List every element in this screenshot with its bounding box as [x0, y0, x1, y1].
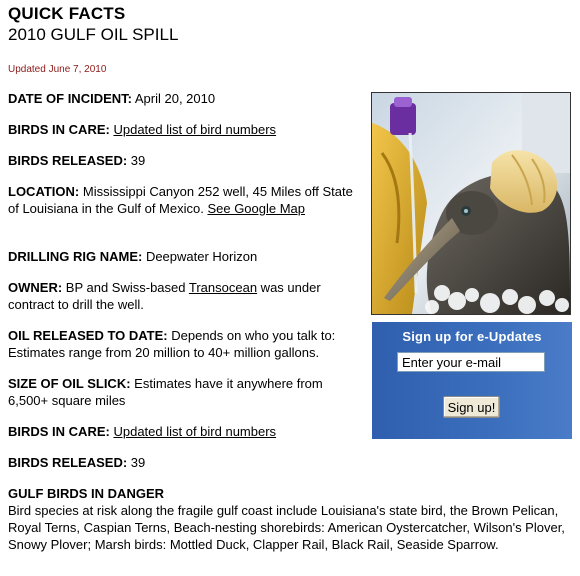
- fact-value: Bird species at risk along the fragile gulf coast include Louisiana's state bird, the Brown Pelican, Royal Terns, Caspian Terns, Beach-nesting shorebirds: American Oystercatcher, Wilson's Plover, Snowy Plover; Marsh birds: Mottled Duck, Clapper Rail, Black Rail, Seaside Sparrow.: [8, 503, 565, 552]
- fact-label: BIRDS RELEASED:: [8, 153, 128, 168]
- bird-numbers-link[interactable]: Updated list of bird numbers: [113, 424, 277, 439]
- fact-value: 39: [127, 455, 146, 470]
- fact-label: OWNER:: [8, 280, 63, 295]
- email-input[interactable]: [397, 352, 545, 372]
- signup-title: Sign up for e-Updates: [402, 329, 542, 344]
- fact-date-of-incident: [8, 90, 360, 107]
- fact-label: SIZE OF OIL SLICK:: [8, 376, 131, 391]
- page-title: QUICK FACTS: [8, 4, 126, 23]
- fact-value: 39: [127, 153, 146, 168]
- bird-numbers-link[interactable]: Updated list of bird numbers: [113, 122, 277, 137]
- fact-drilling-rig: [8, 248, 360, 265]
- sign-up-button[interactable]: Sign up!: [443, 396, 500, 418]
- fact-value: Depends on who you talk to: Estimates range from 20 million to 40+ million gallons.: [8, 328, 336, 360]
- fact-label: BIRDS IN CARE:: [8, 424, 110, 439]
- fact-label: GULF BIRDS IN DANGER: [8, 486, 164, 501]
- fact-value: Deepwater Horizon: [142, 249, 258, 264]
- fact-label: BIRDS IN CARE:: [8, 122, 110, 137]
- page-subtitle: 2010 GULF OIL SPILL: [8, 25, 179, 44]
- fact-birds-in-care-2: [8, 423, 360, 440]
- fact-label: OIL RELEASED TO DATE:: [8, 328, 168, 343]
- fact-owner: [8, 279, 360, 313]
- fact-gulf-birds-in-danger: [8, 485, 572, 553]
- fact-oil-released: [8, 327, 360, 361]
- fact-birds-in-care: [8, 121, 360, 138]
- google-map-link[interactable]: See Google Map: [207, 201, 306, 216]
- fact-location: [8, 183, 360, 217]
- fact-label: BIRDS RELEASED:: [8, 455, 128, 470]
- fact-oil-slick: [8, 375, 360, 409]
- transocean-link[interactable]: Transocean: [188, 280, 258, 295]
- fact-value: was under contract to drill the well.: [8, 280, 321, 312]
- fact-value: Estimates have it anywhere from 6,500+ square miles: [8, 376, 323, 408]
- fact-value: Mississippi Canyon 252 well, 45 Miles off State of Louisiana in the Gulf of Mexico.: [8, 184, 353, 216]
- fact-label: LOCATION:: [8, 184, 80, 199]
- fact-birds-released-2: [8, 454, 360, 471]
- fact-birds-released: [8, 152, 360, 169]
- fact-value: April 20, 2010: [131, 91, 216, 106]
- fact-value: BP and Swiss-based: [62, 280, 189, 295]
- e-updates-signup-box: [372, 322, 572, 439]
- fact-label: DATE OF INCIDENT:: [8, 91, 132, 106]
- oiled-pelican-photo: [371, 92, 571, 315]
- fact-label: DRILLING RIG NAME:: [8, 249, 143, 264]
- updated-date: Updated June 7, 2010: [8, 64, 107, 75]
